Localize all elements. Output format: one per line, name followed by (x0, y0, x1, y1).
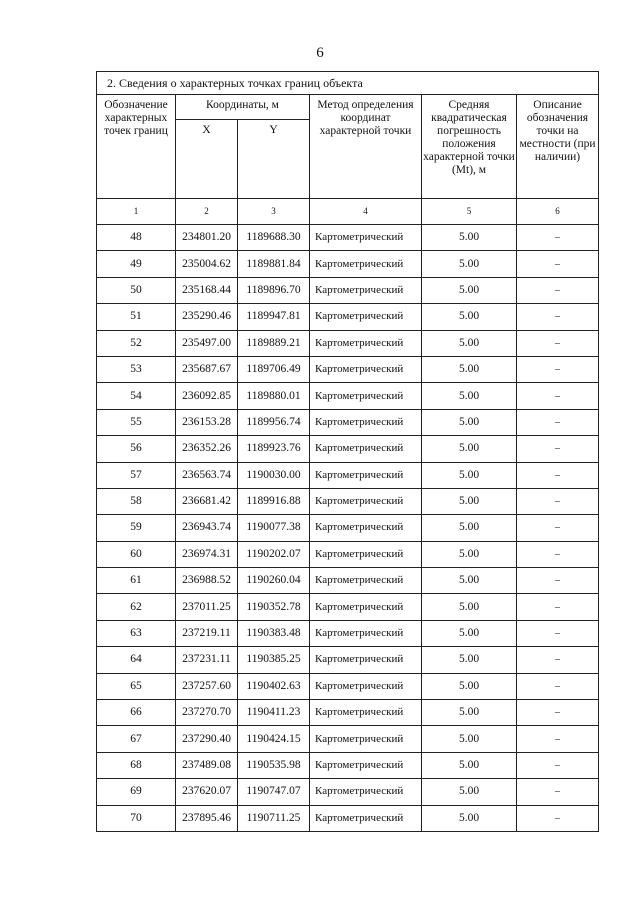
cell-accuracy: 5.00 (422, 726, 517, 752)
table-row (97, 304, 599, 330)
cell-y: 1190260.04 (238, 568, 310, 594)
cell-y: 1190383.48 (238, 620, 310, 646)
cell-accuracy: 5.00 (422, 673, 517, 699)
table-row (97, 541, 599, 567)
cell-y: 1190402.63 (238, 673, 310, 699)
cell-accuracy: 5.00 (422, 436, 517, 462)
cell-point: 57 (97, 462, 176, 488)
cell-point: 62 (97, 594, 176, 620)
column-number-row (97, 199, 599, 225)
header-point: Обозначение характерных точек границ (97, 95, 176, 199)
cell-point: 58 (97, 488, 176, 514)
cell-accuracy: 5.00 (422, 383, 517, 409)
cell-x: 236943.74 (176, 515, 238, 541)
cell-description: – (517, 251, 599, 277)
header-coordinates: Координаты, м (176, 95, 310, 120)
cell-method: Картометрический (310, 462, 422, 488)
cell-y: 1189880.01 (238, 383, 310, 409)
cell-x: 235004.62 (176, 251, 238, 277)
cell-point: 64 (97, 647, 176, 673)
cell-x: 236352.26 (176, 436, 238, 462)
cell-y: 1190030.00 (238, 462, 310, 488)
cell-x: 236563.74 (176, 462, 238, 488)
cell-x: 236153.28 (176, 409, 238, 435)
cell-x: 237011.25 (176, 594, 238, 620)
section-title: 2. Сведения о характерных точках границ объекта (97, 72, 599, 95)
cell-x: 236988.52 (176, 568, 238, 594)
cell-method: Картометрический (310, 779, 422, 805)
cell-description: – (517, 383, 599, 409)
table-row (97, 251, 599, 277)
cell-accuracy: 5.00 (422, 541, 517, 567)
header-y: Y (238, 120, 310, 199)
cell-x: 235497.00 (176, 330, 238, 356)
cell-method: Картометрический (310, 488, 422, 514)
cell-method: Картометрический (310, 383, 422, 409)
column-number: 6 (517, 199, 599, 225)
table-row (97, 488, 599, 514)
cell-x: 235290.46 (176, 304, 238, 330)
cell-description: – (517, 673, 599, 699)
cell-y: 1190747.07 (238, 779, 310, 805)
cell-accuracy: 5.00 (422, 647, 517, 673)
page-number: 6 (316, 45, 324, 61)
cell-method: Картометрический (310, 225, 422, 251)
cell-description: – (517, 225, 599, 251)
cell-accuracy: 5.00 (422, 594, 517, 620)
cell-method: Картометрический (310, 436, 422, 462)
table-row (97, 462, 599, 488)
cell-y: 1190077.38 (238, 515, 310, 541)
cell-accuracy: 5.00 (422, 620, 517, 646)
cell-x: 237290.40 (176, 726, 238, 752)
table-row (97, 752, 599, 778)
cell-description: – (517, 805, 599, 831)
cell-description: – (517, 726, 599, 752)
cell-description: – (517, 277, 599, 303)
column-number: 3 (238, 199, 310, 225)
cell-y: 1189896.70 (238, 277, 310, 303)
cell-x: 234801.20 (176, 225, 238, 251)
cell-x: 236681.42 (176, 488, 238, 514)
cell-accuracy: 5.00 (422, 700, 517, 726)
column-number: 1 (97, 199, 176, 225)
header-row (97, 95, 599, 120)
cell-method: Картометрический (310, 647, 422, 673)
table-row (97, 515, 599, 541)
cell-description: – (517, 620, 599, 646)
table-row (97, 356, 599, 382)
cell-point: 68 (97, 752, 176, 778)
cell-point: 70 (97, 805, 176, 831)
header-accuracy: Средняя квадратическая погрешность положения характерной точки (Mt), м (422, 95, 517, 199)
cell-y: 1189688.30 (238, 225, 310, 251)
cell-point: 48 (97, 225, 176, 251)
cell-method: Картометрический (310, 304, 422, 330)
cell-point: 55 (97, 409, 176, 435)
cell-method: Картометрический (310, 330, 422, 356)
cell-y: 1190535.98 (238, 752, 310, 778)
cell-y: 1190202.07 (238, 541, 310, 567)
cell-accuracy: 5.00 (422, 568, 517, 594)
cell-x: 235168.44 (176, 277, 238, 303)
cell-x: 237231.11 (176, 647, 238, 673)
cell-method: Картометрический (310, 277, 422, 303)
cell-point: 59 (97, 515, 176, 541)
cell-point: 63 (97, 620, 176, 646)
cell-description: – (517, 779, 599, 805)
cell-method: Картометрический (310, 805, 422, 831)
table-row (97, 647, 599, 673)
cell-description: – (517, 330, 599, 356)
cell-x: 237257.60 (176, 673, 238, 699)
cell-point: 56 (97, 436, 176, 462)
section-title-row (97, 72, 599, 95)
cell-method: Картометрический (310, 594, 422, 620)
cell-point: 65 (97, 673, 176, 699)
cell-method: Картометрический (310, 726, 422, 752)
cell-method: Картометрический (310, 356, 422, 382)
cell-y: 1190352.78 (238, 594, 310, 620)
table-row (97, 568, 599, 594)
cell-x: 237489.08 (176, 752, 238, 778)
cell-point: 61 (97, 568, 176, 594)
table-row (97, 779, 599, 805)
cell-accuracy: 5.00 (422, 515, 517, 541)
column-number: 5 (422, 199, 517, 225)
cell-method: Картометрический (310, 673, 422, 699)
cell-y: 1190385.25 (238, 647, 310, 673)
cell-point: 49 (97, 251, 176, 277)
table-row (97, 330, 599, 356)
table-row (97, 673, 599, 699)
cell-description: – (517, 541, 599, 567)
cell-method: Картометрический (310, 700, 422, 726)
cell-method: Картометрический (310, 620, 422, 646)
table-row (97, 700, 599, 726)
cell-y: 1190711.25 (238, 805, 310, 831)
cell-y: 1189923.76 (238, 436, 310, 462)
table-row (97, 225, 599, 251)
cell-accuracy: 5.00 (422, 356, 517, 382)
table-row (97, 436, 599, 462)
cell-accuracy: 5.00 (422, 409, 517, 435)
cell-y: 1189706.49 (238, 356, 310, 382)
cell-description: – (517, 594, 599, 620)
cell-method: Картометрический (310, 409, 422, 435)
cell-x: 237620.07 (176, 779, 238, 805)
table-row (97, 805, 599, 831)
cell-description: – (517, 436, 599, 462)
table-row (97, 594, 599, 620)
cell-y: 1189947.81 (238, 304, 310, 330)
cell-method: Картометрический (310, 515, 422, 541)
cell-x: 237270.70 (176, 700, 238, 726)
cell-y: 1189881.84 (238, 251, 310, 277)
cell-accuracy: 5.00 (422, 251, 517, 277)
cell-point: 51 (97, 304, 176, 330)
cell-accuracy: 5.00 (422, 488, 517, 514)
cell-x: 235687.67 (176, 356, 238, 382)
cell-accuracy: 5.00 (422, 330, 517, 356)
cell-method: Картометрический (310, 251, 422, 277)
cell-x: 237219.11 (176, 620, 238, 646)
cell-point: 53 (97, 356, 176, 382)
cell-x: 236092.85 (176, 383, 238, 409)
cell-description: – (517, 568, 599, 594)
table-row (97, 620, 599, 646)
cell-accuracy: 5.00 (422, 779, 517, 805)
table-row (97, 409, 599, 435)
header-method: Метод определения координат характерной точки (310, 95, 422, 199)
cell-x: 236974.31 (176, 541, 238, 567)
cell-point: 69 (97, 779, 176, 805)
header-description: Описание обозначения точки на местности (при наличии) (517, 95, 599, 199)
cell-y: 1190411.23 (238, 700, 310, 726)
cell-description: – (517, 409, 599, 435)
cell-y: 1190424.15 (238, 726, 310, 752)
cell-accuracy: 5.00 (422, 304, 517, 330)
cell-y: 1189889.21 (238, 330, 310, 356)
cell-y: 1189956.74 (238, 409, 310, 435)
cell-description: – (517, 647, 599, 673)
cell-accuracy: 5.00 (422, 805, 517, 831)
cell-description: – (517, 488, 599, 514)
cell-method: Картометрический (310, 541, 422, 567)
cell-accuracy: 5.00 (422, 225, 517, 251)
cell-accuracy: 5.00 (422, 462, 517, 488)
cell-point: 67 (97, 726, 176, 752)
column-number: 2 (176, 199, 238, 225)
column-number: 4 (310, 199, 422, 225)
table-row (97, 383, 599, 409)
cell-y: 1189916.88 (238, 488, 310, 514)
cell-description: – (517, 700, 599, 726)
table-row (97, 277, 599, 303)
cell-method: Картометрический (310, 568, 422, 594)
cell-accuracy: 5.00 (422, 752, 517, 778)
cell-description: – (517, 515, 599, 541)
cell-description: – (517, 462, 599, 488)
table-row (97, 726, 599, 752)
cell-point: 52 (97, 330, 176, 356)
cell-point: 66 (97, 700, 176, 726)
cell-description: – (517, 356, 599, 382)
cell-description: – (517, 304, 599, 330)
cell-method: Картометрический (310, 752, 422, 778)
cell-point: 60 (97, 541, 176, 567)
cell-description: – (517, 752, 599, 778)
cell-point: 54 (97, 383, 176, 409)
boundary-points-table (96, 71, 599, 832)
cell-point: 50 (97, 277, 176, 303)
cell-x: 237895.46 (176, 805, 238, 831)
cell-accuracy: 5.00 (422, 277, 517, 303)
header-x: X (176, 120, 238, 199)
